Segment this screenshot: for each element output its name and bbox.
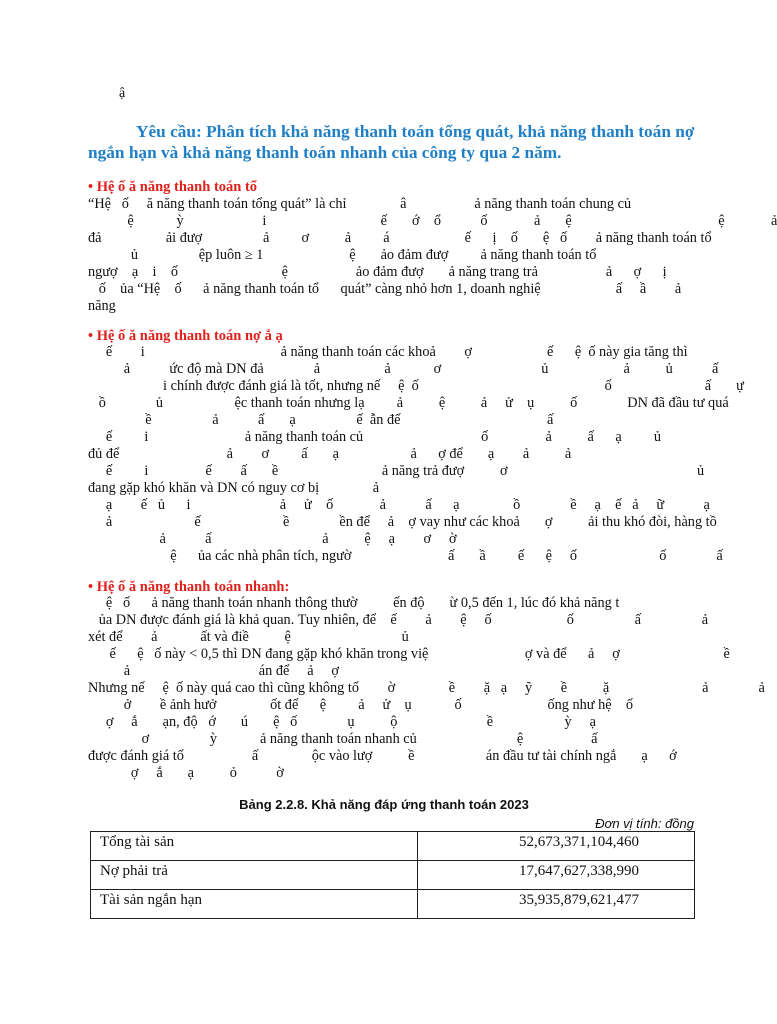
- row-label: Nợ phải trả: [91, 861, 418, 890]
- table-unit: Đơn vị tính: đồng: [595, 816, 694, 831]
- table-caption: Bảng 2.2.8. Khả năng đáp ứng thanh toán 2023: [239, 797, 529, 812]
- paragraph-line: ố ủa “Hệ ố ả năng thanh toán tổ quát” càng nhỏ hơn 1, doanh nghiệ ấ ầ ả: [88, 281, 682, 297]
- solvency-table: [90, 831, 695, 919]
- requirement-heading: Yêu cầu: Phân tích khả năng thanh toán tổng quát, khả năng thanh toán nợ ngắn hạn và khả năng thanh toán nhanh của công ty qua 2 năm.: [88, 122, 695, 162]
- paragraph-line: “Hệ ố ă năng thanh toán tổng quát” là chỉ â ả năng thanh toán chung củ: [88, 196, 632, 212]
- table-row: [91, 890, 695, 919]
- paragraph-line: ngượ ạ i ố ệ ảo đảm đượ ả năng trang trả ả ợ ị: [88, 264, 667, 280]
- paragraph-line: ế i ả năng thanh toán các khoả ợ ế ệ ố này gia tăng thì: [88, 344, 688, 360]
- section-heading-quick-ratio: • Hệ ố ă năng thanh toán nhanh:: [88, 579, 290, 595]
- paragraph-line: Nhưng nế ệ ố này quá cao thì cũng không tố ờ ề ặ ạ ỹ ề ặ ả ả: [88, 680, 765, 696]
- paragraph-line: ệ ố ả năng thanh toán nhanh thông thườ ến độ ừ 0,5 đến 1, lúc đó khả năng t: [88, 595, 620, 611]
- section-heading-total-solvency: • Hệ ố ă năng thanh toán tổ: [88, 179, 258, 195]
- paragraph-line: ạ ế ủ i ả ử ố ả ấ ạ ồ ề ạ ế ả ữ ạ: [88, 497, 710, 513]
- paragraph-line: ả án để ả ợ: [88, 663, 339, 679]
- paragraph-line: i chính được đánh giá là tốt, nhưng nế ệ ố ố ấ ự: [88, 378, 744, 394]
- section-heading-short-term-solvency: • Hệ ố ă năng thanh toán nợ ắ ạ: [88, 328, 283, 344]
- stray-character: ậ: [119, 86, 126, 101]
- paragraph-line: ợ ắ ạn, độ ớ ú ệ ố ụ ộ ề ỳ ạ: [88, 714, 596, 730]
- paragraph-line: được đánh giá tố ấ ộc vào lượ ề án đầu tư tài chính ngắ ạ ớ: [88, 748, 677, 764]
- paragraph-line: ủ ệp luôn ≥ 1 ệ ảo đảm đượ ả năng thanh toán tổ: [88, 247, 597, 263]
- row-value: 52,673,371,104,460: [418, 832, 695, 861]
- paragraph-line: ề ả ấ ạ ế ẫn đế ấ: [88, 412, 554, 428]
- paragraph-line: ế i ả năng thanh toán củ ố ả ấ ạ ủ: [88, 429, 661, 445]
- row-value: 35,935,879,621,477: [418, 890, 695, 919]
- paragraph-line: ả ế ề ền để ả ợ vay như các khoả ợ ải thu khó đòi, hàng tồ: [88, 514, 717, 530]
- paragraph-line: ệ ỳ i ế ớ ổ ố ả ệ ệ ả: [88, 213, 777, 229]
- paragraph-line: ủa DN được đánh giá là khả quan. Tuy nhiên, để ế ả ệ ố ố ấ ả: [88, 612, 709, 628]
- row-label: Tổng tài sản: [91, 832, 418, 861]
- row-value: 17,647,627,338,990: [418, 861, 695, 890]
- paragraph-line: đả ải đượ ả ơ ả á ế ị ố ệ ố ả năng thanh toán tổ: [88, 230, 712, 246]
- paragraph-line: năng: [88, 298, 116, 314]
- paragraph-line: ệ ủa các nhà phân tích, ngườ ấ ầ ế ệ ố ố ấ: [88, 548, 723, 564]
- paragraph-line: ả ấ ả ệ ạ ơ ờ: [88, 531, 457, 547]
- paragraph-line: ợ ắ ạ ỏ ờ: [88, 765, 284, 781]
- table-row: [91, 861, 695, 890]
- paragraph-line: ế i ế ấ ề ả năng trả đượ ơ ủ: [88, 463, 705, 479]
- table-row: [91, 832, 695, 861]
- paragraph-line: ả ức độ mà DN đả ả ả ơ ủ ả ủ ấ: [88, 361, 719, 377]
- paragraph-line: ế ệ ố này < 0,5 thì DN đang gặp khó khăn trong việ ợ và để ả ợ ề: [88, 646, 730, 662]
- paragraph-line: ồ ủ ệc thanh toán nhưng lạ ả ệ ả ử ụ ố DN đã đầu tư quá: [88, 395, 729, 411]
- paragraph-line: ở ề ảnh hưở ốt để ệ ả ử ụ ố ống như hệ ố: [88, 697, 634, 713]
- paragraph-line: ơ ỳ ả năng thanh toán nhanh củ ệ ấ: [88, 731, 598, 747]
- row-label: Tài sản ngắn hạn: [91, 890, 418, 919]
- paragraph-line: xét để ả ất và điề ệ ủ: [88, 629, 409, 645]
- paragraph-line: đang gặp khó khăn và DN có nguy cơ bị ả: [88, 480, 380, 496]
- paragraph-line: đủ để ả ơ ấ ạ ả ợ để ạ ả ả: [88, 446, 572, 462]
